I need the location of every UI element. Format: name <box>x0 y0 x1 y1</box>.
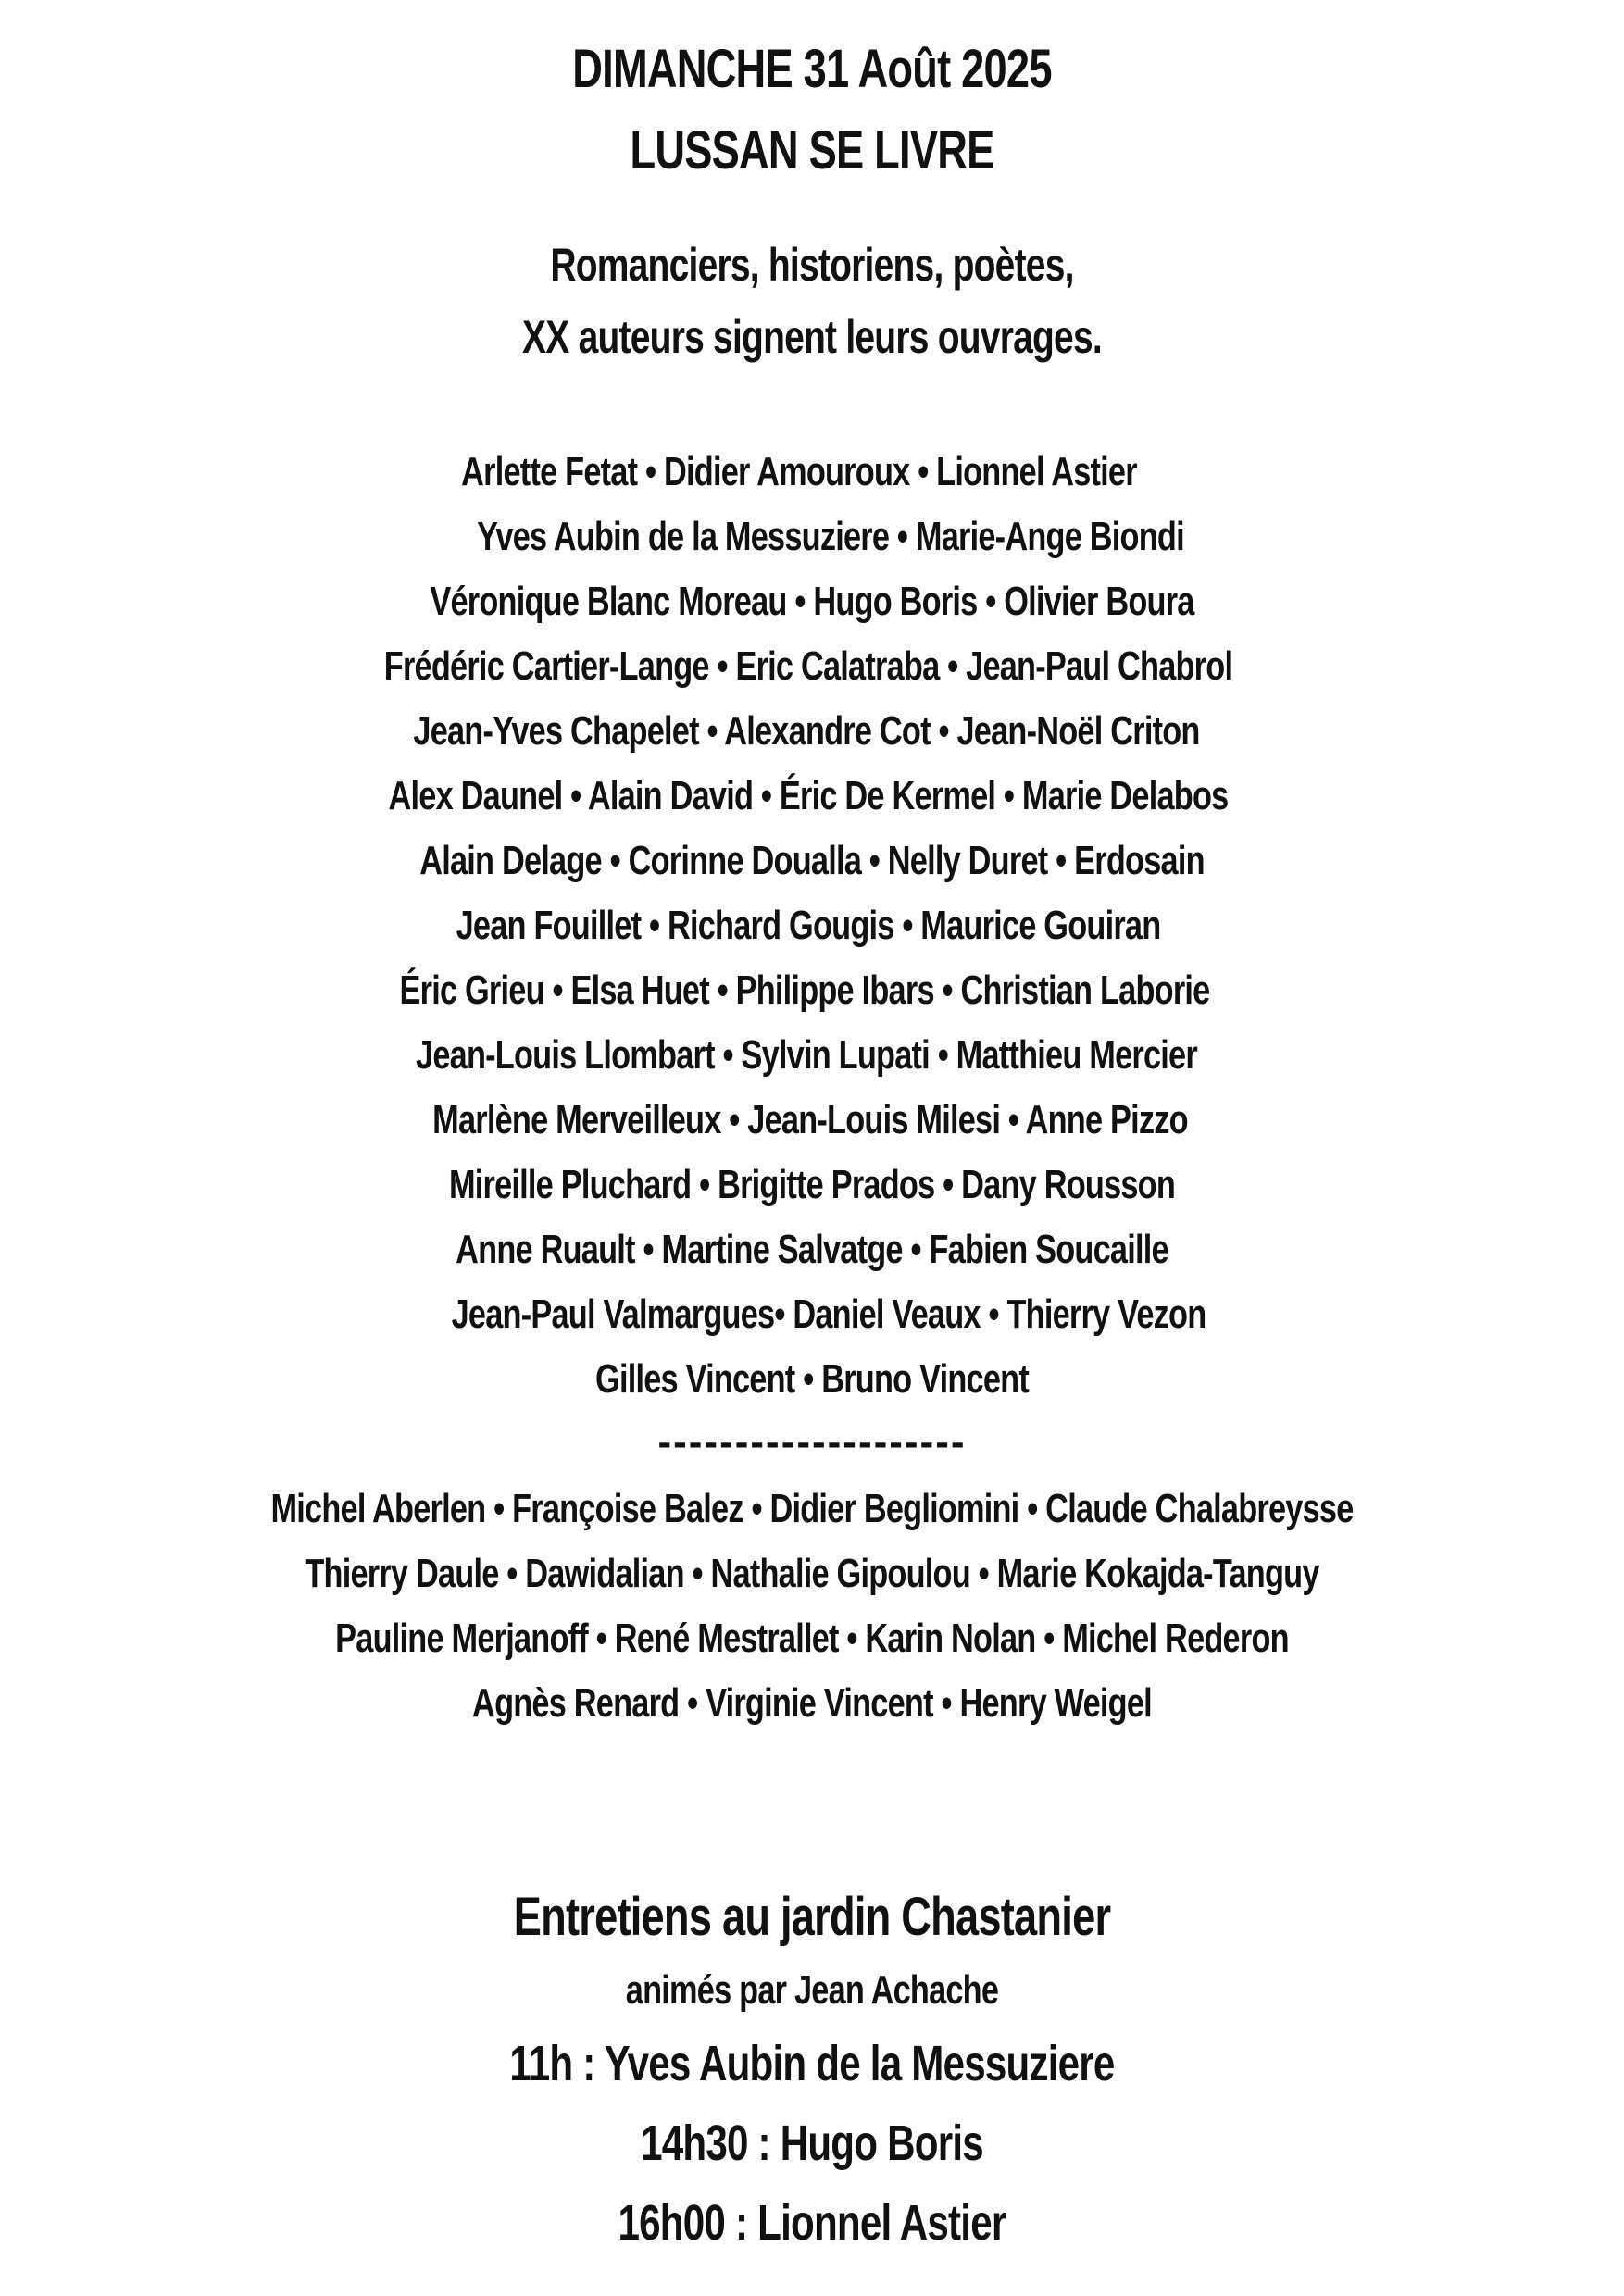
author-line: Jean-Yves Chapelet • Alexandre Cot • Jean-Noël Criton <box>413 708 1200 754</box>
event-title: LUSSAN SE LIVRE <box>630 120 994 181</box>
interviews-title: Entretiens au jardin Chastanier <box>513 1887 1111 1947</box>
author-line: Jean-Louis Llombart • Sylvin Lupati • Matthieu Mercier <box>416 1032 1197 1078</box>
author-line: Arlette Fetat • Didier Amouroux • Lionnel Astier <box>461 449 1137 494</box>
author-line: Frédéric Cartier-Lange • Eric Calatraba • Jean-Paul Chabrol <box>383 643 1233 689</box>
author-line: Yves Aubin de la Messuziere • Marie-Ange Biondi <box>477 514 1184 559</box>
intro-line-1: Romanciers, historiens, poètes, <box>550 239 1074 291</box>
author-line: Jean Fouillet • Richard Gougis • Maurice Gouiran <box>456 903 1161 948</box>
interview-session: 11h : Yves Aubin de la Messuziere <box>509 2036 1115 2091</box>
interview-session: 14h30 : Hugo Boris <box>641 2115 983 2171</box>
author-line: Éric Grieu • Elsa Huet • Philippe Ibars • Christian Laborie <box>399 967 1210 1013</box>
author-line: Jean-Paul Valmargues• Daniel Veaux • Thierry Vezon <box>451 1292 1206 1337</box>
author-line: Alex Daunel • Alain David • Éric De Kermel • Marie Delabos <box>388 773 1229 818</box>
author-line: Véronique Blanc Moreau • Hugo Boris • Olivier Boura <box>430 579 1194 624</box>
author-line: Marlène Merveilleux • Jean-Louis Milesi • Anne Pizzo <box>432 1097 1188 1142</box>
author-line: Alain Delage • Corinne Doualla • Nelly Duret • Erdosain <box>419 838 1205 883</box>
interviews-subtitle: animés par Jean Achache <box>625 1967 999 2013</box>
section-separator: -------------------- <box>657 1419 967 1465</box>
interview-session: 16h00 : Lionnel Astier <box>618 2195 1006 2251</box>
author-line: Agnès Renard • Virginie Vincent • Henry Weigel <box>472 1680 1152 1726</box>
intro-line-2: XX auteurs signent leurs ouvrages. <box>522 311 1102 363</box>
author-line: Mireille Pluchard • Brigitte Prados • Dany Rousson <box>448 1162 1176 1207</box>
event-date: DIMANCHE 31 Août 2025 <box>572 39 1052 99</box>
author-line: Gilles Vincent • Bruno Vincent <box>595 1356 1029 1402</box>
author-line: Michel Aberlen • Françoise Balez • Didier Begliomini • Claude Chalabreysse <box>270 1486 1354 1531</box>
author-line: Thierry Daule • Dawidalian • Nathalie Gipoulou • Marie Kokajda-Tanguy <box>305 1551 1319 1596</box>
author-line: Anne Ruault • Martine Salvatge • Fabien Soucaille <box>456 1227 1168 1272</box>
author-line: Pauline Merjanoff • René Mestrallet • Karin Nolan • Michel Rederon <box>335 1616 1289 1661</box>
